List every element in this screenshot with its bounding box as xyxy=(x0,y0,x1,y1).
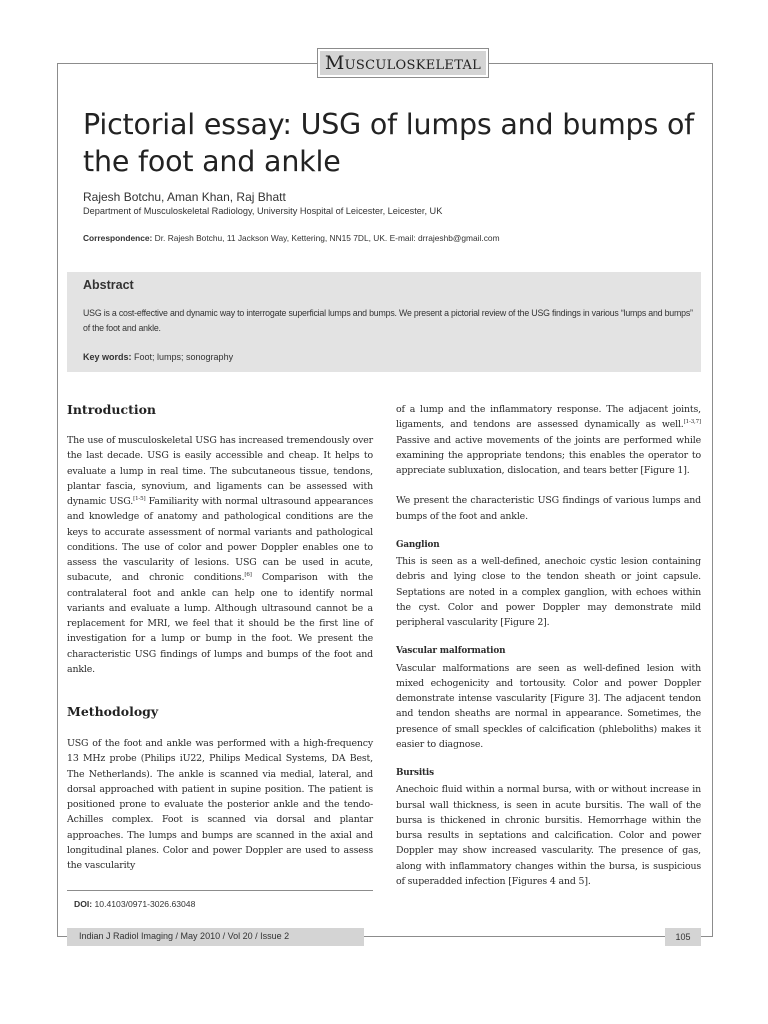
bursitis-text: Anechoic fluid within a normal bursa, with or without increase in bursal wall thickness, is seen in acute bursitis. The wall of the bursa is thickened in chronic bursitis. Hemorrhage within the bursa results in septations and calcification. Color and power Doppler may show increased vascularity. The presence of gas, along with inflammatory changes within the bursa, is suspicious of superadded infection [Figures 4 and 5]. xyxy=(396,784,701,887)
journal-footer xyxy=(67,928,364,946)
page-number-box xyxy=(665,928,701,946)
keywords-text: Foot; lumps; sonography xyxy=(131,352,234,362)
right-column xyxy=(396,402,701,889)
keywords xyxy=(83,352,233,362)
methodology-heading: Methodology xyxy=(67,704,159,719)
doi-divider xyxy=(67,890,373,891)
vascular-malformation-section xyxy=(396,644,701,752)
section-label-text: Musculoskeletal xyxy=(320,51,486,75)
bursitis-section xyxy=(396,766,701,889)
doi-label: DOI: xyxy=(74,899,93,909)
correspondence-label: Correspondence: xyxy=(83,233,153,243)
methodology-paragraph: USG of the foot and ankle was performed with a high-frequency 13 MHz probe (Philips iU22, Philips Medical Systems, DA Best, The Netherlands). The ankle is scanned via medial, lateral, and dorsal approached with patient in supine position. The patient is positioned prone to evaluate the posterior ankle and the tendo-Achilles complex. Foot is scanned via dorsal and plantar approaches. The lumps and bumps are scanned in the axial and longitudinal planes. Color and power Doppler are used to assess the vascularity xyxy=(67,738,373,871)
intro-text-1: The use of musculoskeletal USG has increased tremendously over the last decade. USG is easily accessible and cheap. It helps to evaluate a lump in real time. The subcutaneous tissue, tendons, plantar fascia, synovium, and ligaments can be assessed with dynamic USG. xyxy=(67,435,373,507)
abstract-box xyxy=(67,272,701,372)
author-list: Rajesh Botchu, Aman Khan, Raj Bhatt xyxy=(83,190,286,204)
affiliation: Department of Musculoskeletal Radiology, University Hospital of Leicester, Leicester, UK xyxy=(83,206,443,216)
doi-link[interactable]: 10.4103/0971-3026.63048 xyxy=(92,899,196,909)
vascular-malformation-text: Vascular malformations are seen as well-defined lesion with mixed echogenicity and tortousity. Color and power Doppler demonstrate intense vascularity [Figure 3]. The adjacent tendon and tendon sheaths are normal in appearance. Sometimes, the presence of small speckles of calcification (phleboliths) makes it easier to diagnose. xyxy=(396,662,701,750)
citation: [1-3,7] xyxy=(683,419,701,426)
ganglion-section xyxy=(396,538,701,631)
introduction-body xyxy=(67,433,373,677)
method-text-2: Passive and active movements of the joints are performed while examining the appropriate tendons; this enables the operator to appreciate subluxation, dislocation, and tears better [Figure 1]. xyxy=(396,434,701,476)
bursitis-heading: Bursitis xyxy=(396,768,434,778)
intro-text-3: Comparison with the contralateral foot and ankle can help one to identify normal variants and evaluate a lump. Although ultrasound cannot be a replacement for MRI, we feel that it should be the first line of investigation for a lump or bump in the foot. We present the characteristic USG findings of lumps and bumps of the foot and ankle. xyxy=(67,572,373,675)
journal-citation: Indian J Radiol Imaging / May 2010 / Vol 20 / Issue 2 xyxy=(79,931,290,941)
methodology-body xyxy=(67,736,373,873)
introduction-heading: Introduction xyxy=(67,402,157,417)
section-label xyxy=(317,48,489,78)
page-number: 105 xyxy=(675,932,691,942)
presentation-paragraph: We present the characteristic USG findings of various lumps and bumps of the foot and ankle. xyxy=(396,495,701,522)
citation: [6] xyxy=(244,572,252,579)
ganglion-text: This is seen as a well-defined, anechoic cystic lesion containing debris and lying close to the tendon sheath or joint capsule. Septations are noted in a complex ganglion, with echoes within the cyst. Color and power Doppler may demonstrate mild peripheral vascularity [Figure 2]. xyxy=(396,556,701,628)
doi xyxy=(74,899,195,909)
introduction-paragraph xyxy=(67,433,373,677)
article-title: Pictorial essay: USG of lumps and bumps of the foot and ankle xyxy=(83,108,695,178)
method-text-1: of a lump and the inflammatory response. The adjacent joints, ligaments, and tendons are assessed dynamically as well. xyxy=(396,404,701,431)
keywords-label: Key words: xyxy=(83,352,132,362)
citation: [1-5] xyxy=(133,496,146,502)
abstract-text: USG is a cost-effective and dynamic way to interrogate superficial lumps and bumps. We present a pictorial review of the USG findings in various “lumps and bumps” of the foot and ankle. xyxy=(83,308,693,333)
vascular-malformation-heading: Vascular malformation xyxy=(396,646,506,657)
intro-text-2: Familiarity with normal ultrasound appearances and knowledge of anatomy and pathological conditions are the keys to accurate assessment of normal variants and pathological conditions. The use of color and power Doppler enables one to assess the vascularity of lesions. USG can be used in acute, subacute, and chronic conditions. xyxy=(67,496,373,584)
correspondence-text: Dr. Rajesh Botchu, 11 Jackson Way, Kettering, NN15 7DL, UK. E-mail: drrajeshb@gmail.com xyxy=(152,233,500,243)
methodology-continued xyxy=(396,402,701,478)
correspondence xyxy=(83,233,500,243)
ganglion-heading: Ganglion xyxy=(396,539,440,550)
abstract-heading: Abstract xyxy=(83,278,134,292)
